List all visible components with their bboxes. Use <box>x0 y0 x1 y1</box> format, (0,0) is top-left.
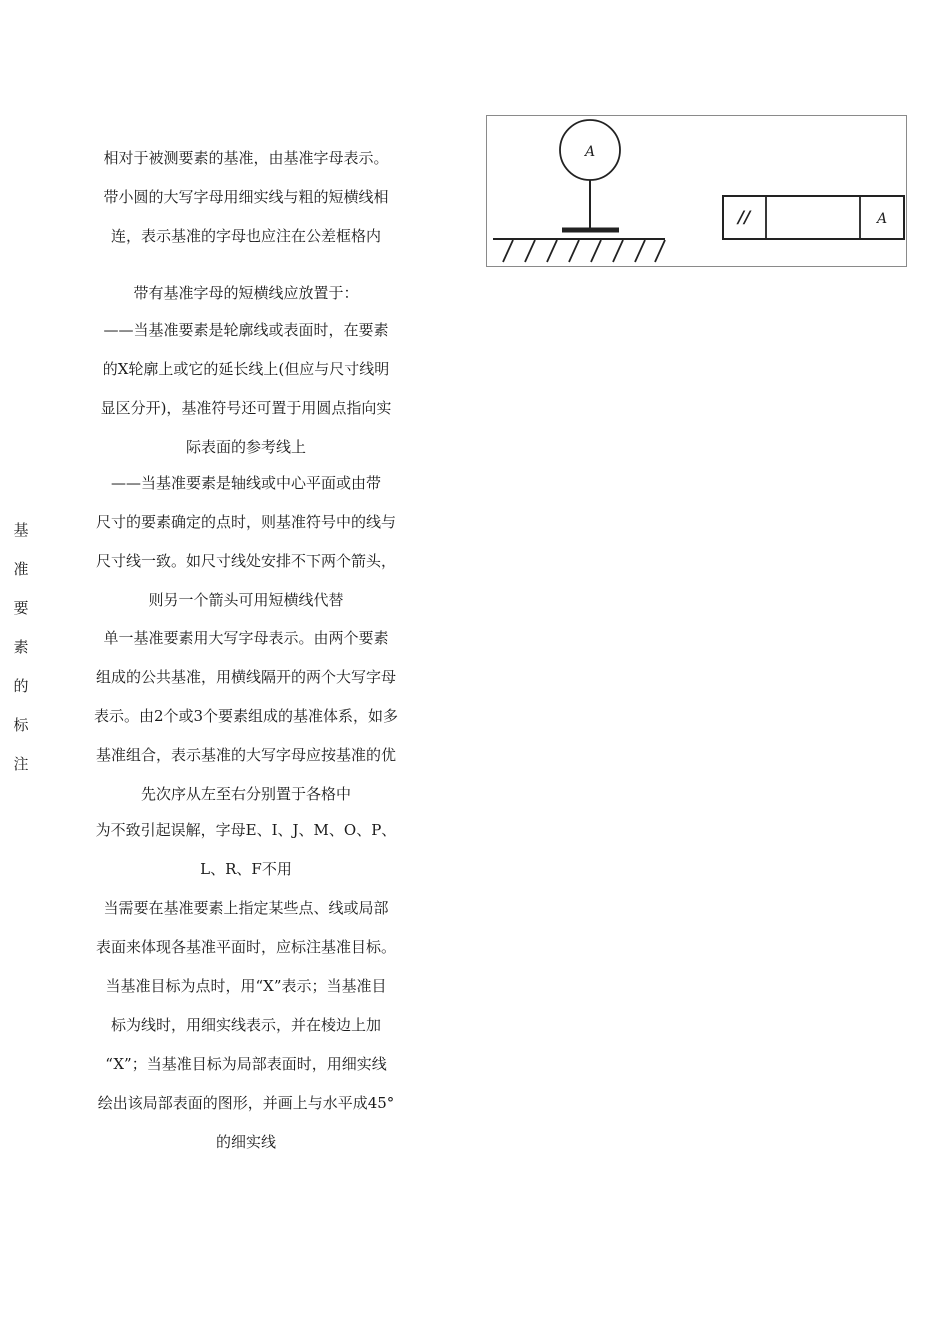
text-line: 尺寸的要素确定的点时，则基准符号中的线与 <box>95 513 396 531</box>
paragraph-placement-heading <box>78 274 414 313</box>
text-line: 带有基准字母的短横线应放置于： <box>133 284 359 302</box>
text-line: ——当基准要素是轴线或中心平面或由带 <box>110 474 381 492</box>
text-line: 带小圆的大写字母用细实线与粗的短横线相 <box>103 188 389 206</box>
text-line: 绘出该局部表面的图形，并画上与水平成45° <box>97 1094 395 1112</box>
text-line: 先次序从左至右分别置于各格中 <box>140 785 351 803</box>
side-label-char: 素 <box>13 638 29 656</box>
side-label-char: 准 <box>13 560 29 578</box>
text-line: 尺寸线一致。如尺寸线处安排不下两个箭头， <box>95 552 396 570</box>
text-line: 连，表示基准的字母也应注在公差框格内 <box>110 227 381 245</box>
frame-datum-letter: A <box>876 211 888 227</box>
text-line: 组成的公共基准，用横线隔开的两个大写字母 <box>95 668 396 686</box>
text-line: 基准组合，表示基准的大写字母应按基准的优 <box>95 746 396 764</box>
text-line: 标为线时，用细实线表示，并在棱边上加 <box>110 1016 381 1034</box>
paragraph-axis-rule <box>78 464 414 620</box>
text-line: 则另一个箭头可用短横线代替 <box>148 591 344 609</box>
text-line: 相对于被测要素的基准，由基准字母表示。 <box>103 149 389 167</box>
paragraph-excluded-letters <box>78 811 414 889</box>
text-line: ——当基准要素是轮廓线或表面时，在要素 <box>103 321 389 339</box>
text-line: 显区分开)，基准符号还可置于用圆点指向实 <box>100 399 392 417</box>
side-label-char: 标 <box>13 716 29 734</box>
parallelism-symbol: // <box>737 208 751 228</box>
paragraph-contour-rule <box>78 311 414 467</box>
text-line: L、R、F不用 <box>200 860 292 878</box>
text-line: 的X轮廓上或它的延长线上(但应与尺寸线明 <box>102 360 390 378</box>
text-line: 单一基准要素用大写字母表示。由两个要素 <box>103 629 389 647</box>
side-label-char: 基 <box>13 521 29 539</box>
text-line: 当基准目标为点时，用“X”表示；当基准目 <box>105 977 387 995</box>
side-label-char: 注 <box>13 755 29 773</box>
text-line: 为不致引起误解，字母E、I、J、M、O、P、 <box>95 821 397 839</box>
paragraph-datum-target <box>78 889 414 1162</box>
paragraph-common-datum <box>78 619 414 814</box>
text-line: 当需要在基准要素上指定某些点、线或局部 <box>103 899 389 917</box>
datum-figure <box>486 115 907 267</box>
text-line: 的细实线 <box>215 1133 276 1151</box>
paragraph-datum-letter <box>78 139 414 256</box>
text-line: “X”；当基准目标为局部表面时，用细实线 <box>105 1055 387 1073</box>
datum-letter-text: A <box>584 144 596 160</box>
side-label-datum-marking <box>11 511 31 784</box>
text-line: 表面来体现各基准平面时，应标注基准目标。 <box>95 938 396 956</box>
datum-figure-svg <box>487 116 906 266</box>
text-line: 际表面的参考线上 <box>185 438 306 456</box>
text-line: 表示。由2个或3个要素组成的基准体系，如多 <box>93 707 399 725</box>
side-label-char: 的 <box>13 677 29 695</box>
side-label-char: 要 <box>13 599 29 617</box>
ground-hatching <box>503 240 665 262</box>
